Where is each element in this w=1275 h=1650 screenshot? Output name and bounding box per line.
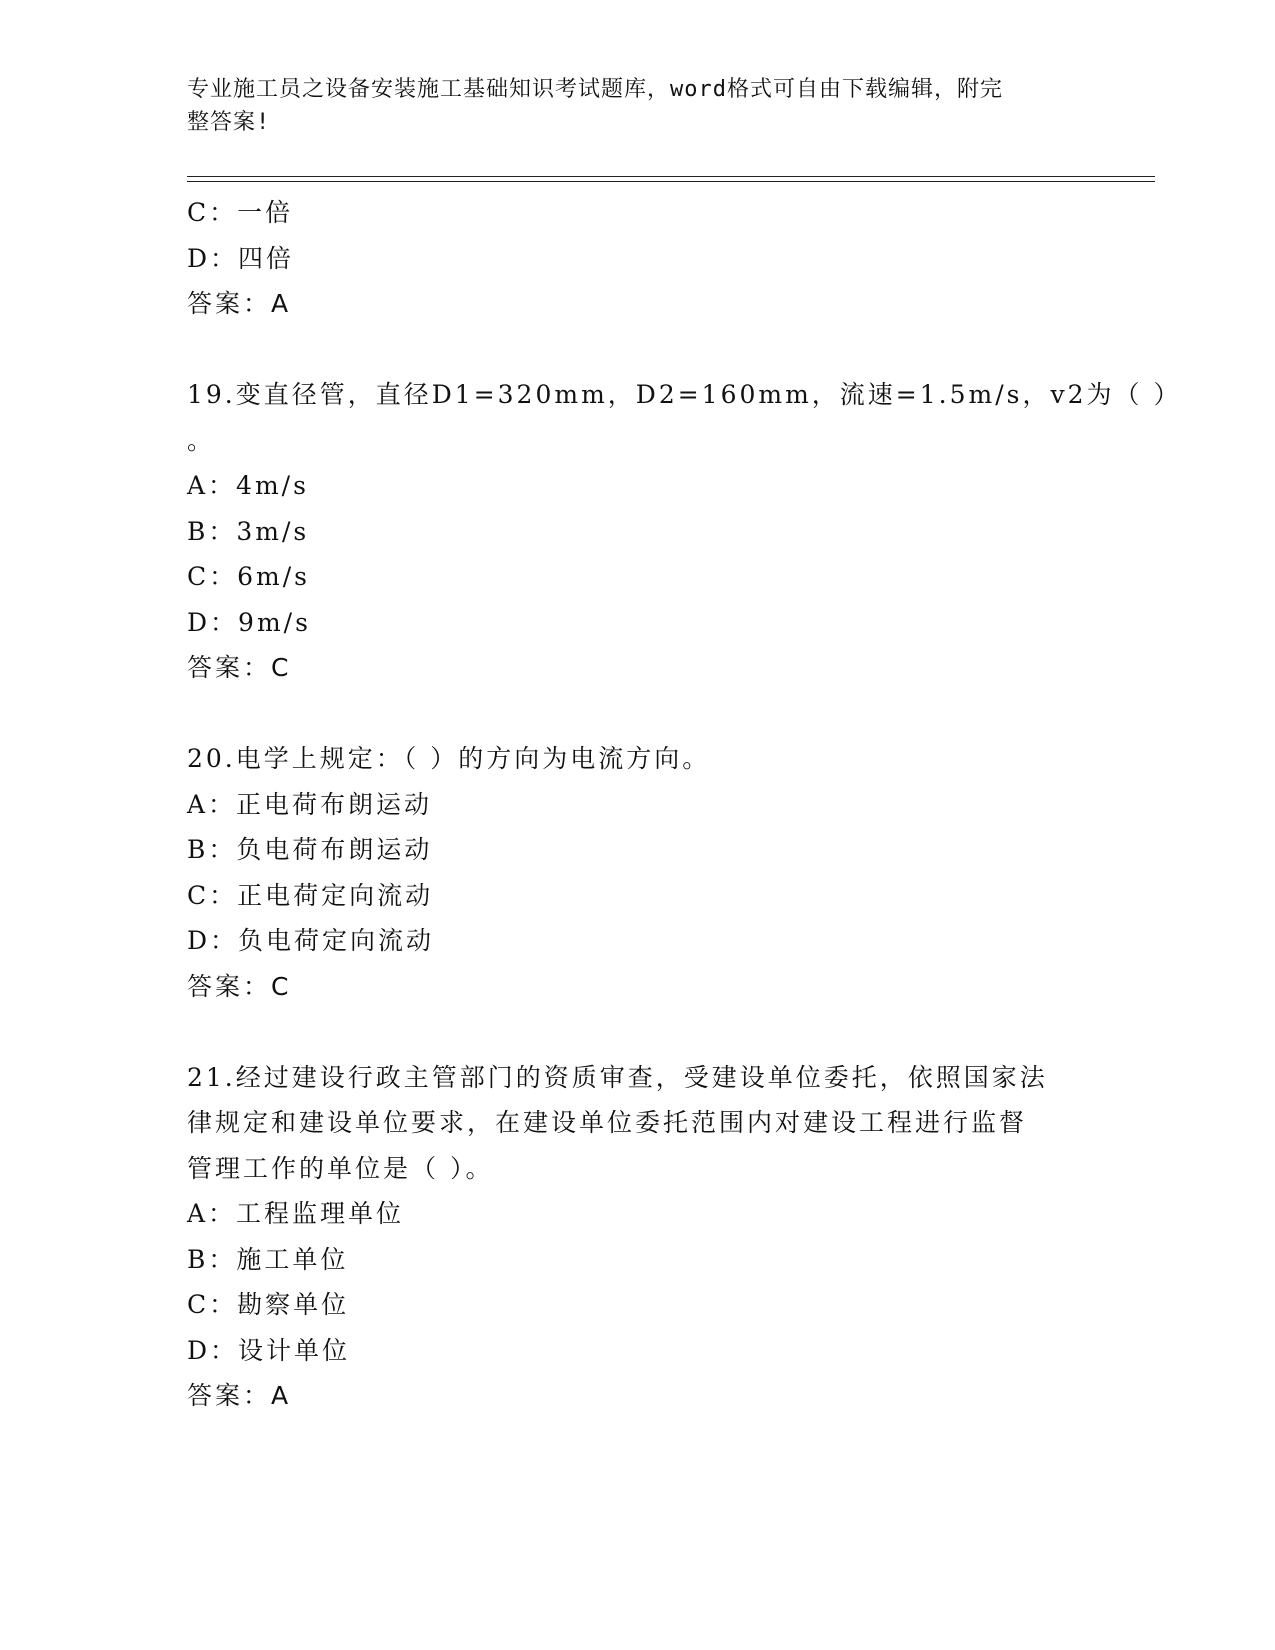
option-b: B：3m/s	[187, 516, 310, 546]
spacer	[187, 691, 1087, 737]
document-header	[187, 73, 1067, 139]
question-stem: 21.经过建设行政主管部门的资质审查，受建设单位委托，依照国家法	[187, 1062, 1048, 1092]
option-a: A：正电荷布朗运动	[187, 789, 433, 819]
answer: 答案：C	[187, 971, 292, 1001]
option-c: C：勘察单位	[187, 1290, 350, 1319]
question-20	[187, 736, 1087, 1009]
question-stem-cont: 管理工作的单位是（ ）。	[187, 1153, 494, 1183]
question-19	[187, 372, 1182, 691]
option-a: A：4m/s	[187, 471, 309, 500]
question-18	[187, 190, 1087, 327]
question-stem-cont: 律规定和建设单位要求，在建设单位委托范围内对建设工程进行监督	[187, 1108, 1028, 1137]
header-line-1: 专业施工员之设备安装施工基础知识考试题库，word格式可自由下载编辑，附完	[187, 77, 1003, 102]
document-body	[187, 190, 1182, 1419]
option-a: A：工程监理单位	[187, 1199, 405, 1228]
answer: 答案：A	[187, 1381, 292, 1410]
answer: 答案：A	[187, 289, 292, 318]
option-d: D：四倍	[187, 243, 295, 273]
option-c: C：6m/s	[187, 562, 310, 591]
answer: 答案：C	[187, 653, 292, 682]
spacer	[187, 327, 1087, 373]
question-stem-cont: 。	[187, 425, 216, 455]
option-d: D：设计单位	[187, 1335, 351, 1365]
option-c: C：一倍	[187, 198, 294, 227]
header-divider-bottom	[187, 181, 1155, 182]
spacer	[187, 1009, 1087, 1055]
option-b: B：施工单位	[187, 1244, 349, 1274]
question-stem: 19.变直径管，直径D1=320mm，D2=160mm，流速=1.5m/s，v2为（ ）	[187, 380, 1182, 409]
option-d: D：负电荷定向流动	[187, 926, 435, 955]
option-c: C：正电荷定向流动	[187, 880, 434, 910]
question-21	[187, 1055, 1087, 1419]
question-stem: 20.电学上规定：（ ）的方向为电流方向。	[187, 744, 711, 773]
header-divider-top	[187, 176, 1155, 177]
option-d: D：9m/s	[187, 607, 311, 637]
header-line-2: 整答案!	[187, 110, 271, 135]
option-b: B：负电荷布朗运动	[187, 835, 433, 864]
